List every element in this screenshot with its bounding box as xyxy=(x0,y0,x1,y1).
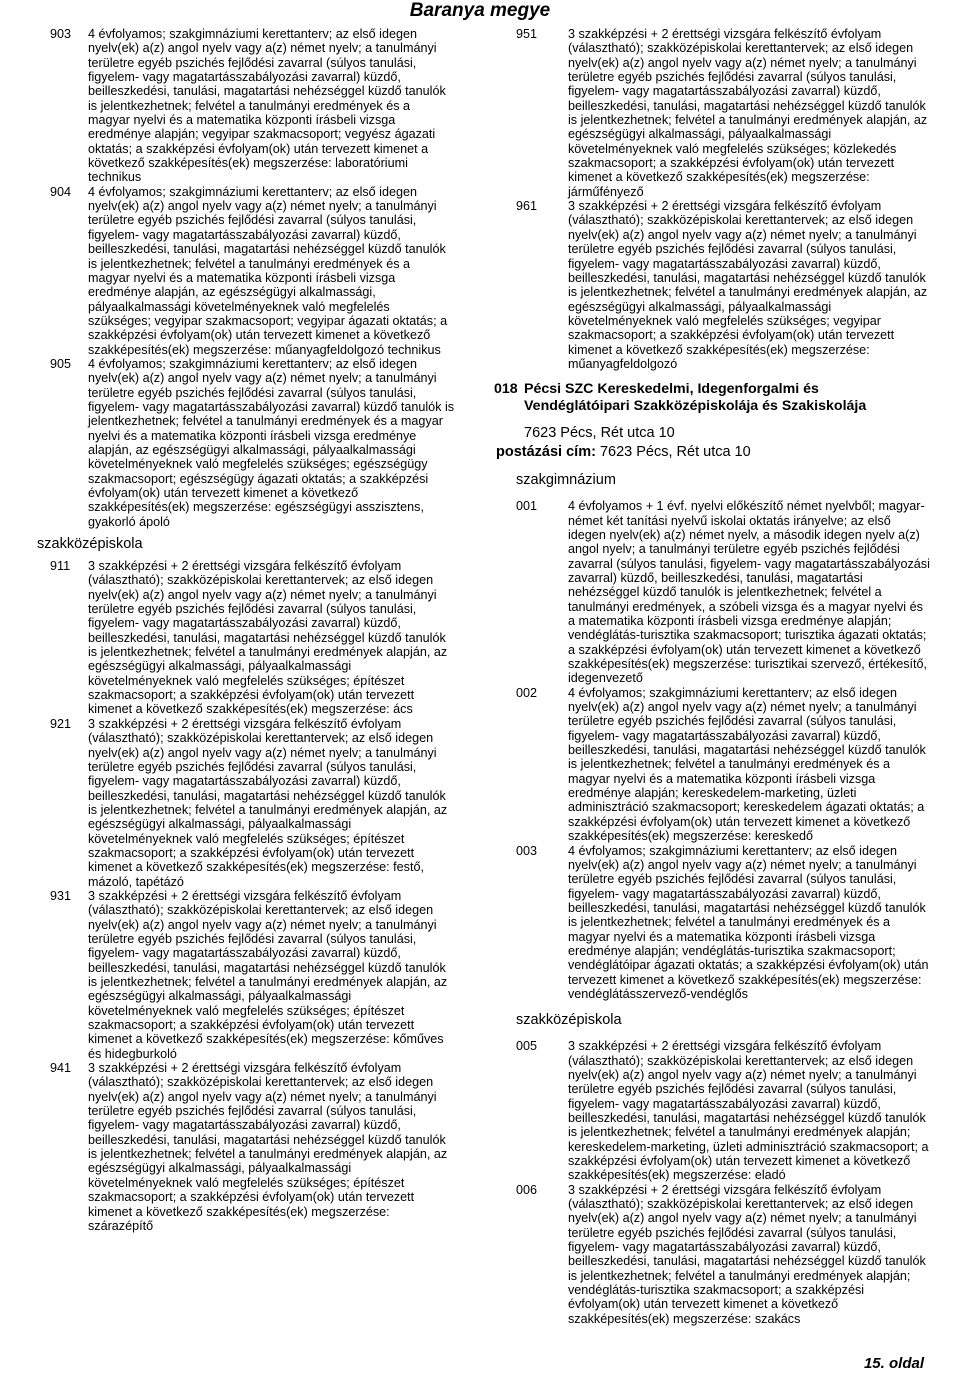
program-code: 961 xyxy=(516,199,538,214)
section-heading-szakkozepiskola: szakközépiskola xyxy=(516,1012,622,1029)
program-entry xyxy=(516,1183,932,1326)
program-code: 006 xyxy=(516,1182,538,1197)
section-heading-szakkozepiskola: szakközépiskola xyxy=(37,536,143,553)
program-description: 3 szakképzési + 2 érettségi vizsgára felkészítő évfolyam (választható); szakközépiskolai kerettantervek; az első idegen nyelv(ek) a(z) angol nyelv vagy a(z) német nyelv; a tanulmányi területre egyéb pszichés fejlődési zavarral (súlyos tanulási, figyelem- vagy magatartásszabályozási zavarral) küzdő, beilleszkedési, tanulási, magatartási nehézséggel küzdő tanulók is jelentkezhetnek; felvétel a tanulmányi eredmények alapján, az egészségügyi alkalmassági, pályaalkalmassági követelményeknek való megfelelés szükséges; építészet szakmacsoport; a szakképzési évfolyam(ok) után tervezett kimenet a következő szakképesítés(ek) megszerzése: festő, mázoló, tapétázó xyxy=(88,716,448,889)
postal-address xyxy=(496,444,932,461)
program-entry xyxy=(50,357,455,529)
program-description: 4 évfolyamos + 1 évf. nyelvi előkészítő német nyelvből; magyar-német két tanítási nyelvű iskolai oktatás irányelve; az első idegen nyelv(ek) a(z) német nyelv, a második idegen nyelv a(z) angol nyelv; a tanulmányi területre egyéb pszichés fejlődési zavarral (súlyos tanulási, figyelem- vagy magatartásszabályozási zavarral) küzdő, beilleszkedési, tanulási, magatartási nehézséggel küzdő tanulók is jelentkezhetnek; felvétel a tanulmányi eredmények, a szóbeli vizsga és a magyar nyelvi és a matematika központi írásbeli vizsga eredménye alapján; vendéglátás-turisztika szakmacsoport; turisztika ágazati oktatás; a szakképzési évfolyam(ok) után tervezett kimenet a következő szakképesítés(ek) megszerzése: turisztikai szervező, értékesítő, idegenvezető xyxy=(568,499,930,686)
program-description: 3 szakképzési + 2 érettségi vizsgára felkészítő évfolyam (választható); szakközépiskolai kerettantervek; az első idegen nyelv(ek) a(z) angol nyelv vagy a(z) német nyelv; a tanulmányi területre egyéb pszichés fejlődési zavarral (súlyos tanulási, figyelem- vagy magatartásszabályozási zavarral) küzdő, beilleszkedési, tanulási, magatartási nehézséggel küzdő tanulók is jelentkezhetnek; felvétel a tanulmányi eredmények alapján, az egészségügyi alkalmassági, pályaalkalmassági követelményeknek való megfelelés szükséges; vegyipar szakmacsoport; a szakképzési évfolyam(ok) után tervezett kimenet a következő szakképesítés(ek) megszerzése: műanyagfeldolgozó xyxy=(568,199,928,371)
program-code: 911 xyxy=(50,559,71,574)
program-code: 931 xyxy=(50,888,72,903)
program-entry xyxy=(50,889,455,1061)
program-entry xyxy=(516,27,932,199)
page-number: 15. oldal xyxy=(863,1354,924,1372)
program-description: 4 évfolyamos; szakgimnáziumi kerettanterv; az első idegen nyelv(ek) a(z) angol nyelv vagy a(z) német nyelv; a tanulmányi területre egyéb pszichés fejlődési zavarral (súlyos tanulási, figyelem- vagy magatartásszabályozási zavarral) küzdő, beilleszkedési, tanulási, magatartási nehézséggel küzdő tanulók is jelentkezhetnek; felvétel a tanulmányi eredmények és a magyar nyelvi és a matematika központi írásbeli vizsga eredménye alapján; vendéglátás-turisztika szakmacsoport; vendéglátóipar ágazati oktatás; a szakképzési évfolyam(ok) után tervezett kimenet a következő szakképesítés(ek) megszerzése: vendéglátásszervező-vendéglős xyxy=(568,843,929,1001)
program-description: 4 évfolyamos; szakgimnáziumi kerettanterv; az első idegen nyelv(ek) a(z) angol nyelv vagy a(z) német nyelv; a tanulmányi területre egyéb pszichés fejlődési zavarral (súlyos tanulási, figyelem- vagy magatartásszabályozási zavarral) küzdő, beilleszkedési, tanulási, magatartási nehézséggel küzdő tanulók is jelentkezhetnek; felvétel a tanulmányi eredmények és a magyar nyelvi és a matematika központi írásbeli vizsga eredménye alapján; kereskedelem-marketing, üzleti adminisztráció szakmacsoport; kereskedelem ágazati oktatás; a szakképzési évfolyam(ok) után tervezett kimenet a következő szakképesítés(ek) megszerzése: kereskedő xyxy=(568,685,926,844)
program-entry xyxy=(516,686,932,844)
program-entry xyxy=(516,199,932,371)
program-code: 921 xyxy=(50,716,72,731)
program-entry xyxy=(516,1039,932,1182)
school-address: 7623 Pécs, Rét utca 10 xyxy=(524,425,675,442)
program-code: 903 xyxy=(50,27,72,41)
program-code: 005 xyxy=(516,1039,538,1054)
program-description: 3 szakképzési + 2 érettségi vizsgára felkészítő évfolyam (választható); szakközépiskolai kerettantervek; az első idegen nyelv(ek) a(z) angol nyelv vagy a(z) német nyelv; a tanulmányi területre egyéb pszichés fejlődési zavarral (súlyos tanulási, figyelem- vagy magatartásszabályozási zavarral) küzdő, beilleszkedési, tanulási, magatartási nehézséggel küzdő tanulók is jelentkezhetnek; felvétel a tanulmányi eredmények alapján; vendéglátás-turisztika szakmacsoport; a szakképzési évfolyam(ok) után tervezett kimenet a következő szakképesítés(ek) megszerzése: szakács xyxy=(568,1182,926,1326)
program-entry xyxy=(516,844,932,1002)
postal-label: postázási cím: xyxy=(496,444,596,461)
page-header-title: Baranya megye xyxy=(409,0,551,21)
school-title xyxy=(494,381,932,415)
program-code: 002 xyxy=(516,685,538,700)
program-entry xyxy=(50,1061,455,1233)
school-number: 018 xyxy=(494,381,518,398)
program-description: 3 szakképzési + 2 érettségi vizsgára felkészítő évfolyam (választható); szakközépiskolai kerettantervek; az első idegen nyelv(ek) a(z) angol nyelv vagy a(z) német nyelv; a tanulmányi területre egyéb pszichés fejlődési zavarral (súlyos tanulási, figyelem- vagy magatartásszabályozási zavarral) küzdő, beilleszkedési, tanulási, magatartási nehézséggel küzdő tanulók is jelentkezhetnek; felvétel a tanulmányi eredmények alapján, az egészségügyi alkalmassági, pályaalkalmassági követelményeknek való megfelelés szükséges; építészet szakmacsoport; a szakképzési évfolyam(ok) után tervezett kimenet a következő szakképesítés(ek) megszerzése: szárazépítő xyxy=(88,1061,448,1233)
program-description: 4 évfolyamos; szakgimnáziumi kerettanterv; az első idegen nyelv(ek) a(z) angol nyelv vagy a(z) német nyelv; a tanulmányi területre egyéb pszichés fejlődési zavarral (súlyos tanulási, figyelem- vagy magatartásszabályozási zavarral) küzdő, beilleszkedési, tanulási, magatartási nehézséggel küzdő tanulók is jelentkezhetnek; felvétel a tanulmányi eredmények és a magyar nyelvi és a matematika központi írásbeli vizsga eredménye alapján, az egészségügyi alkalmassági, pályaalkalmassági követelményeknek való megfelelés szükséges; vegyipar szakmacsoport; vegyipar ágazati oktatás; a szakképzési évfolyam(ok) után tervezett kimenet a következő szakképesítés(ek) megszerzése: műanyagfeldolgozó technikus xyxy=(88,184,448,357)
right-column xyxy=(494,27,932,1326)
postal-value: 7623 Pécs, Rét utca 10 xyxy=(599,444,751,461)
program-code: 951 xyxy=(516,27,538,41)
program-description: 4 évfolyamos; szakgimnáziumi kerettanterv; az első idegen nyelv(ek) a(z) angol nyelv vagy a(z) német nyelv; a tanulmányi területre egyéb pszichés fejlődési zavarral (súlyos tanulási, figyelem- vagy magatartásszabályozási zavarral) küzdő tanulók is jelentkezhetnek; felvétel a tanulmányi eredmények és a magyar nyelvi és a matematika központi írásbeli vizsga eredménye alapján, az egészségügyi alkalmassági, pályaalkalmassági követelményeknek való megfelelés szükséges; egészségügy szakmacsoport; egészségügy ágazati oktatás; a szakképzési évfolyam(ok) után tervezett kimenet a következő szakképesítés(ek) megszerzése: egészségügyi asszisztens, gyakorló ápoló xyxy=(88,356,455,529)
program-description: 3 szakképzési + 2 érettségi vizsgára felkészítő évfolyam (választható); szakközépiskolai kerettantervek; az első idegen nyelv(ek) a(z) angol nyelv vagy a(z) német nyelv; a tanulmányi területre egyéb pszichés fejlődési zavarral (súlyos tanulási, figyelem- vagy magatartásszabályozási zavarral) küzdő, beilleszkedési, tanulási, magatartási nehézséggel küzdő tanulók is jelentkezhetnek; felvétel a tanulmányi eredmények alapján; kereskedelem-marketing, üzleti adminisztráció szakmacsoport; a szakképzési évfolyam(ok) után tervezett kimenet a következő szakképesítés(ek) megszerzése: eladó xyxy=(568,1039,929,1183)
program-entry xyxy=(50,185,455,357)
program-entry xyxy=(50,559,455,717)
school-name-line2: Vendéglátóipari Szakközépiskolája és Szakiskolája xyxy=(524,398,867,415)
program-code: 001 xyxy=(516,499,538,514)
section-heading-szakgimnazium: szakgimnázium xyxy=(516,472,616,489)
left-column xyxy=(37,27,455,1233)
program-code: 905 xyxy=(50,356,72,371)
program-entry xyxy=(50,27,455,185)
program-entry xyxy=(50,717,455,889)
school-name-line1: Pécsi SZC Kereskedelmi, Idegenforgalmi és xyxy=(524,381,819,398)
program-code: 941 xyxy=(50,1061,72,1076)
program-entry xyxy=(516,499,932,685)
program-description: 3 szakképzési + 2 érettségi vizsgára felkészítő évfolyam (választható); szakközépiskolai kerettantervek; az első idegen nyelv(ek) a(z) angol nyelv vagy a(z) német nyelv; a tanulmányi területre egyéb pszichés fejlődési zavarral (súlyos tanulási, figyelem- vagy magatartásszabályozási zavarral) küzdő, beilleszkedési, tanulási, magatartási nehézséggel küzdő tanulók is jelentkezhetnek; felvétel a tanulmányi eredmények alapján, az egészségügyi alkalmassági, pályaalkalmassági követelményeknek való megfelelés szükséges; közlekedés szakmacsoport; a szakképzési évfolyam(ok) után tervezett kimenet a következő szakképesítés(ek) megszerzése: járműfényező xyxy=(568,27,928,199)
program-description: 3 szakképzési + 2 érettségi vizsgára felkészítő évfolyam (választható); szakközépiskolai kerettantervek; az első idegen nyelv(ek) a(z) angol nyelv vagy a(z) német nyelv; a tanulmányi területre egyéb pszichés fejlődési zavarral (súlyos tanulási, figyelem- vagy magatartásszabályozási zavarral) küzdő, beilleszkedési, tanulási, magatartási nehézséggel küzdő tanulók is jelentkezhetnek; felvétel a tanulmányi eredmények alapján, az egészségügyi alkalmassági, pályaalkalmassági követelményeknek való megfelelés szükséges; építészet szakmacsoport; a szakképzési évfolyam(ok) után tervezett kimenet a következő szakképesítés(ek) megszerzése: ács xyxy=(88,559,448,717)
program-description: 4 évfolyamos; szakgimnáziumi kerettanterv; az első idegen nyelv(ek) a(z) angol nyelv vagy a(z) német nyelv; a tanulmányi területre egyéb pszichés fejlődési zavarral (súlyos tanulási, figyelem- vagy magatartásszabályozási zavarral) küzdő, beilleszkedési, tanulási, magatartási nehézséggel küzdő tanulók is jelentkezhetnek; felvétel a tanulmányi eredmények és a magyar nyelvi és a matematika központi írásbeli vizsga eredménye alapján; vegyipar szakmacsoport; vegyész ágazati oktatás; a szakképzési évfolyam(ok) után tervezett kimenet a következő szakképesítés(ek) megszerzése: laboratóriumi technikus xyxy=(88,27,446,185)
program-description: 3 szakképzési + 2 érettségi vizsgára felkészítő évfolyam (választható); szakközépiskolai kerettantervek; az első idegen nyelv(ek) a(z) angol nyelv vagy a(z) német nyelv; a tanulmányi területre egyéb pszichés fejlődési zavarral (súlyos tanulási, figyelem- vagy magatartásszabályozási zavarral) küzdő, beilleszkedési, tanulási, magatartási nehézséggel küzdő tanulók is jelentkezhetnek; felvétel a tanulmányi eredmények alapján, az egészségügyi alkalmassági, pályaalkalmassági követelményeknek való megfelelés szükséges; építészet szakmacsoport; a szakképzési évfolyam(ok) után tervezett kimenet a következő szakképesítés(ek) megszerzése: kőműves és hidegburkoló xyxy=(88,888,448,1061)
program-code: 904 xyxy=(50,184,72,199)
program-code: 003 xyxy=(516,843,538,858)
